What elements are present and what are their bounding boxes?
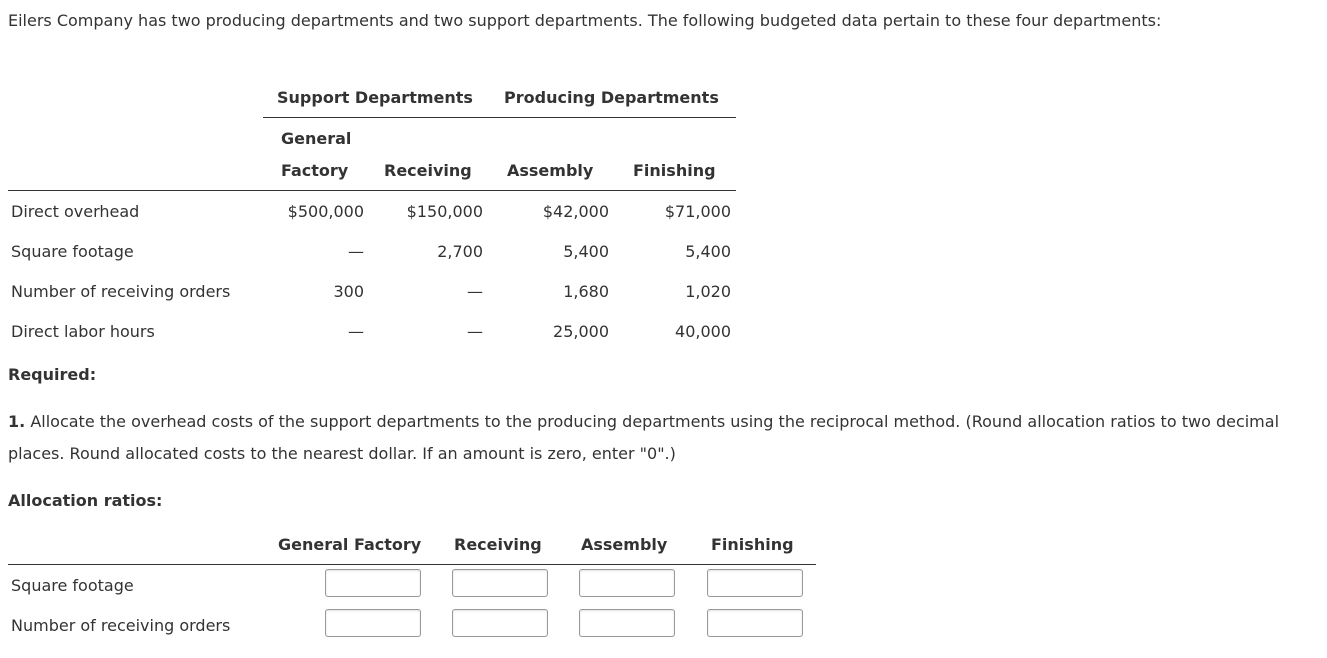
question-text-line1: Allocate the overhead costs of the support departments to the producing departments using the reciprocal method. (Round allocation ratios to two decimal [30, 412, 1280, 431]
column-header-rule [8, 190, 736, 191]
cell-fin: 40,000 [675, 322, 731, 341]
row-label: Square footage [11, 242, 134, 261]
support-departments-header: Support Departments [277, 88, 473, 107]
receiving-orders-receiving-input[interactable] [452, 609, 548, 637]
ratios-header-rule [8, 564, 816, 565]
col2-receiving: Receiving [454, 535, 542, 554]
col-general-factory-line2: Factory [281, 161, 349, 180]
cell-fin: 1,020 [685, 282, 731, 301]
row-label: Number of receiving orders [11, 282, 231, 301]
question-line1 [8, 412, 1279, 431]
col2-assembly: Assembly [581, 535, 668, 554]
receiving-orders-finishing-input[interactable] [707, 609, 803, 637]
cell-gf: — [348, 242, 364, 261]
question-text-line2: places. Round allocated costs to the nearest dollar. If an amount is zero, enter "0".) [8, 444, 676, 463]
col2-general-factory: General Factory [278, 535, 422, 554]
square-footage-finishing-input[interactable] [707, 569, 803, 597]
group-header-rule [263, 117, 736, 118]
square-footage-assembly-input[interactable] [579, 569, 675, 597]
intro-text: Eilers Company has two producing departments and two support departments. The following budgeted data pertain to these four departments: [8, 11, 1162, 30]
cell-rec: — [467, 322, 483, 341]
cell-asm: 5,400 [563, 242, 609, 261]
row-label: Square footage [11, 576, 134, 595]
cell-asm: 25,000 [553, 322, 609, 341]
col-receiving: Receiving [384, 161, 472, 180]
cell-asm: $42,000 [542, 202, 609, 221]
row-label: Direct labor hours [11, 322, 155, 341]
cell-fin: 5,400 [685, 242, 731, 261]
cell-rec: — [467, 282, 483, 301]
cell-rec: $150,000 [406, 202, 483, 221]
allocation-ratios-label: Allocation ratios: [8, 491, 163, 510]
col-finishing: Finishing [633, 161, 716, 180]
row-label: Direct overhead [11, 202, 140, 221]
row-label: Number of receiving orders [11, 616, 231, 635]
col-general-factory-line1: General [281, 129, 352, 148]
cell-asm: 1,680 [563, 282, 609, 301]
producing-departments-header: Producing Departments [504, 88, 719, 107]
square-footage-general-factory-input[interactable] [325, 569, 421, 597]
required-label: Required: [8, 365, 97, 384]
cell-rec: 2,700 [437, 242, 483, 261]
col2-finishing: Finishing [711, 535, 794, 554]
receiving-orders-general-factory-input[interactable] [325, 609, 421, 637]
cell-gf: 300 [333, 282, 364, 301]
square-footage-receiving-input[interactable] [452, 569, 548, 597]
cell-gf: $500,000 [287, 202, 364, 221]
question-number: 1. [8, 412, 26, 431]
cell-gf: — [348, 322, 364, 341]
cell-fin: $71,000 [664, 202, 731, 221]
col-assembly: Assembly [507, 161, 594, 180]
receiving-orders-assembly-input[interactable] [579, 609, 675, 637]
